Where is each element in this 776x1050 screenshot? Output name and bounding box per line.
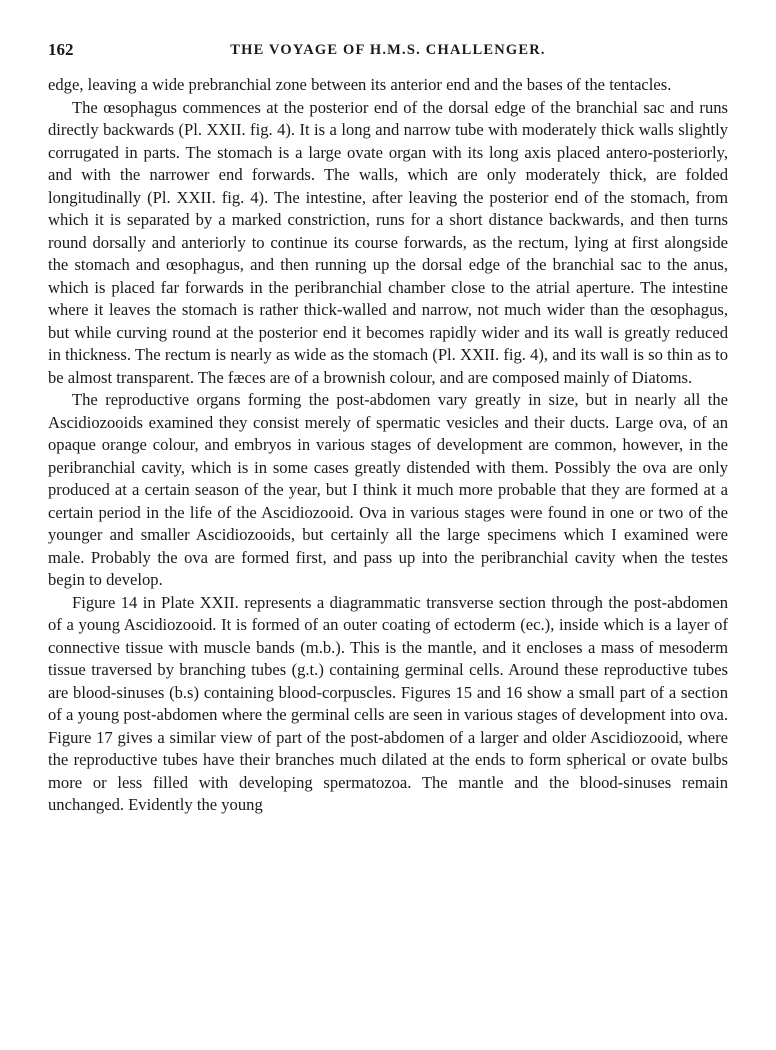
body-text (48, 74, 728, 817)
paragraph-reproductive-organs: The reproductive organs forming the post-abdomen vary greatly in size, but in nearly all the Ascidiozooids examined they consist merely of spermatic vesicles and their ducts. Large ova, of an opaque orange colour, and embryos in various stages of development are common, however, in the peribranchial cavity, which is in some cases greatly distended with them. Possibly the ova are only produced at a certain season of the year, but I think it much more probable that they are formed at a certain period in the life of the Ascidiozooid. Ova in various stages were found in one or two of the younger and smaller Ascidiozooids, but certainly all the large specimens which I examined were male. Probably the ova are formed first, and pass up into the peribranchial cavity when the testes begin to develop. (48, 390, 728, 589)
paragraph-post-abdomen-section: Figure 14 in Plate XXII. represents a diagrammatic transverse section through the post-abdomen of a young Ascidiozooid. It is formed of an outer coating of ectoderm (ec.), inside which is a layer of connective tissue with muscle bands (m.b.). This is the mantle, and it encloses a mass of mesoderm tissue traversed by branching tubes (g.t.) containing germinal cells. Around these reproductive tubes are blood-sinuses (b.s) containing blood-corpuscles. Figures 15 and 16 show a small part of a section of a young post-abdomen where the germinal cells are seen in various stages of development into ova. Figure 17 gives a similar view of part of the post-abdomen of a larger and older Ascidiozooid, where the reproductive tubes have their branches much dilated at the ends to form spherical or ovate bulbs more or less filled with developing spermatozoa. The mantle and the blood-sinuses remain unchanged. Evidently the young (48, 592, 728, 814)
page-header (48, 36, 728, 64)
running-title: THE VOYAGE OF H.M.S. CHALLENGER. (230, 42, 546, 58)
book-page (48, 36, 728, 817)
paragraph-digestive-tract: The œsophagus commences at the posterior end of the dorsal edge of the branchial sac and runs directly backwards (Pl. XXII. fig. 4). It is a long and narrow tube with moderately thick walls slightly corrugated in parts. The stomach is a large ovate organ with its long axis placed antero-posteriorly, and with the narrower end forwards. The walls, which are only moderately thick, are folded longitudinally (Pl. XXII. fig. 4). The intestine, after leaving the posterior end of the stomach, from which it is separated by a marked constriction, runs for a short distance backwards, and then turns round dorsally and anteriorly to continue its course forwards, as the rectum, lying at first alongside the stomach and œsophagus, and then running up the dorsal edge of the branchial sac to the anus, which is placed far forwards in the peribranchial chamber close to the atrial aperture. The intestine where it leaves the stomach is rather thick-walled and narrow, not much wider than the œsophagus, but while curving round at the posterior end it becomes rapidly wider and its wall is greatly reduced in thickness. The rectum is nearly as wide as the stomach (Pl. XXII. fig. 4), and its wall is so thin as to be almost transparent. The fæces are of a brownish colour, and are composed mainly of Diatoms. (48, 97, 728, 387)
paragraph-continuation: edge, leaving a wide prebranchial zone between its anterior end and the bases of the tentacles. (48, 75, 672, 94)
page-number: 162 (48, 40, 74, 59)
